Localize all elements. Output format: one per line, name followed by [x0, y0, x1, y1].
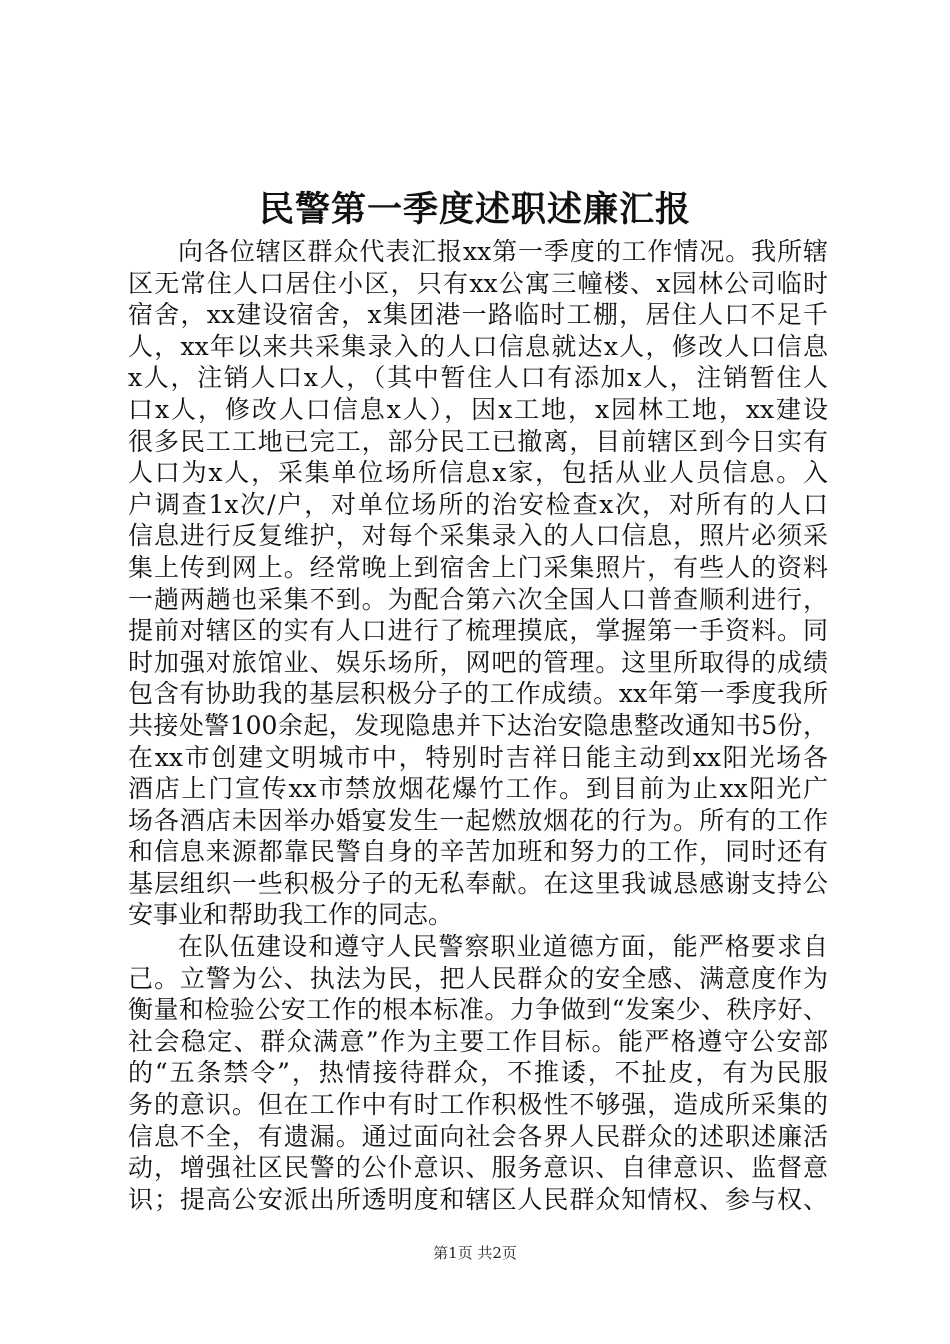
document-title: 民警第一季度述职述廉汇报	[258, 189, 691, 230]
text-line: 区无常住人口居住小区，只有xx公寓三幢楼、x园林公司临时	[128, 268, 828, 298]
text-line: 集上传到网上。经常晚上到宿舍上门采集照片，有些人的资料	[128, 552, 828, 582]
text-line: 基层组织一些积极分子的无私奉献。在这里我诚恳感谢支持公	[128, 868, 828, 898]
text-line: 场各酒店未因举办婚宴发生一起燃放烟花的行为。所有的工作	[128, 805, 828, 835]
text-line: 在xx市创建文明城市中，特别时吉祥日能主动到xx阳光场各	[128, 742, 828, 772]
text-line: 动，增强社区民警的公仆意识、服务意识、自律意识、监督意	[128, 1153, 828, 1183]
text-line: 口x人，修改人口信息x人），因x工地，x园林工地，xx建设	[128, 394, 828, 424]
document-body	[128, 236, 828, 1215]
text-line: 衡量和检验公安工作的根本标准。力争做到“发案少、秩序好、	[128, 995, 828, 1025]
text-line: 很多民工工地已完工，部分民工已撤离，目前辖区到今日实有	[128, 426, 828, 456]
text-line: 酒店上门宣传xx市禁放烟花爆竹工作。到目前为止xx阳光广	[128, 774, 828, 804]
text-line: 己。立警为公、执法为民，把人民群众的安全感、满意度作为	[128, 963, 828, 993]
text-line: 包含有协助我的基层积极分子的工作成绩。xx年第一季度我所	[128, 679, 828, 709]
text-line: 时加强对旅馆业、娱乐场所，网吧的管理。这里所取得的成绩	[128, 647, 828, 677]
text-line: x人，注销人口x人，（其中暂住人口有添加x人，注销暂住人	[128, 363, 828, 393]
text-line: 务的意识。但在工作中有时工作积极性不够强，造成所采集的	[128, 1090, 828, 1120]
text-line: 共接处警100余起，发现隐患并下达治安隐患整改通知书5份，	[128, 710, 828, 740]
text-line: 在队伍建设和遵守人民警察职业道德方面，能严格要求自	[178, 932, 828, 962]
text-line: 人，xx年以来共采集录入的人口信息就达x人，修改人口信息	[128, 331, 828, 361]
text-line: 社会稳定、群众满意”作为主要工作目标。能严格遵守公安部	[128, 1026, 828, 1056]
text-line: 信息不全，有遗漏。通过面向社会各界人民群众的述职述廉活	[128, 1121, 828, 1151]
text-line: 户调查1x次/户，对单位场所的治安检查x次，对所有的人口	[128, 489, 828, 519]
text-line: 宿舍，xx建设宿舍，x集团港一路临时工棚，居住人口不足千	[128, 300, 828, 330]
paragraph	[128, 931, 828, 1215]
paragraph	[128, 236, 828, 931]
text-line: 向各位辖区群众代表汇报xx第一季度的工作情况。我所辖	[178, 237, 828, 266]
text-line: 提前对辖区的实有人口进行了梳理摸底，掌握第一手资料。同	[128, 616, 828, 646]
text-line: 的“五条禁令”，热情接待群众，不推诿，不扯皮，有为民服	[128, 1058, 828, 1088]
text-line: 一趟两趟也采集不到。为配合第六次全国人口普查顺利进行，	[128, 584, 828, 614]
text-line: 识；提高公安派出所透明度和辖区人民群众知情权、参与权、	[128, 1184, 828, 1214]
text-line: 信息进行反复维护，对每个采集录入的人口信息，照片必须采	[128, 521, 828, 551]
text-line: 和信息来源都靠民警自身的辛苦加班和努力的工作，同时还有	[128, 837, 828, 867]
text-line: 安事业和帮助我工作的同志。	[128, 900, 454, 930]
text-line: 人口为x人，采集单位场所信息x家，包括从业人员信息。入	[128, 458, 828, 488]
page-footer: 第1页 共2页	[433, 1244, 517, 1262]
